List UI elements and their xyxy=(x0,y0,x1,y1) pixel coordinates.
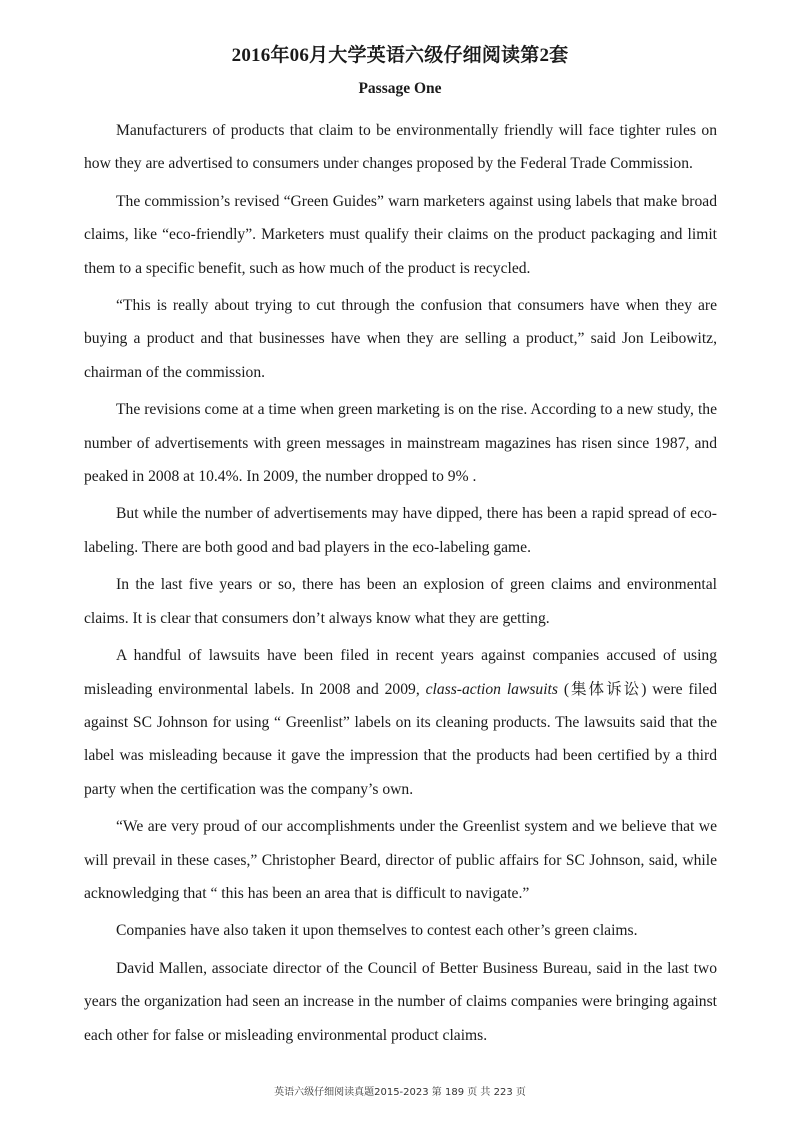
paragraph-6: In the last five years or so, there has been an explosion of green claims and environmental claims. It is clear that consumers don’t always know what they are getting. xyxy=(84,576,717,627)
paragraph-8: “We are very proud of our accomplishments under the Greenlist system and we believe that we will prevail in these cases,” Christopher Beard, director of public affairs for SC Johnson, said, while acknowledging that “ this has been an area that is difficult to navigate.” xyxy=(84,818,717,902)
paragraph-3: “This is really about trying to cut through the confusion that consumers have when they are buying a product and that businesses have when they are selling a product,” said Jon Leibowitz, chairman of the commission. xyxy=(84,297,717,381)
paragraph-10: David Mallen, associate director of the Council of Better Business Bureau, said in the last two years the organization had seen an increase in the number of claims companies were bringing against each other for false or misleading environmental product claims. xyxy=(84,959,717,1044)
document-title: 2016年06月大学英语六级仔细阅读第2套 xyxy=(231,45,569,66)
paragraph-4: The revisions come at a time when green marketing is on the rise. According to a new study, the number of advertisements with green messages in mainstream magazines has risen since 1987, and peaked in 2008 at 10.4%. In 2009, the number dropped to 9% . xyxy=(84,401,717,486)
page-footer: 英语六级仔细阅读真题2015-2023 第 189 页 共 223 页 xyxy=(274,1087,526,1098)
paragraph-7-rest: (集体诉讼) were filed against SC Johnson for using “ Greenlist” labels on its cleaning products. The lawsuits said that the label was misleading because it gave the impression that the products had been certified by a third party when the certification was the company’s own. xyxy=(84,680,717,798)
paragraph-2: The commission’s revised “Green Guides” warn marketers against using labels that make broad claims, like “eco-friendly”. Marketers must qualify their claims on the product packaging and limit them to a specific benefit, such as how much of the product is recycled. xyxy=(84,192,717,277)
paragraph-7 xyxy=(84,639,717,806)
paragraph-1: Manufacturers of products that claim to be environmentally friendly will face tighter rules on how they are advertised to consumers under changes proposed by the Federal Trade Commission. xyxy=(84,122,717,173)
paragraph-5: But while the number of advertisements may have dipped, there has been a rapid spread of eco-labeling. There are both good and bad players in the eco-labeling game. xyxy=(84,505,717,556)
italic-term: class-action lawsuits xyxy=(425,680,558,698)
passage-body xyxy=(84,114,717,1056)
paragraph-7-lead: A handful of lawsuits have been filed in recent years against companies accused of using misleading environmental labels. In 2008 and 2009, xyxy=(84,647,717,698)
passage-heading: Passage One xyxy=(358,80,442,97)
paragraph-9: Companies have also taken it upon themselves to contest each other’s green claims. xyxy=(116,922,638,940)
